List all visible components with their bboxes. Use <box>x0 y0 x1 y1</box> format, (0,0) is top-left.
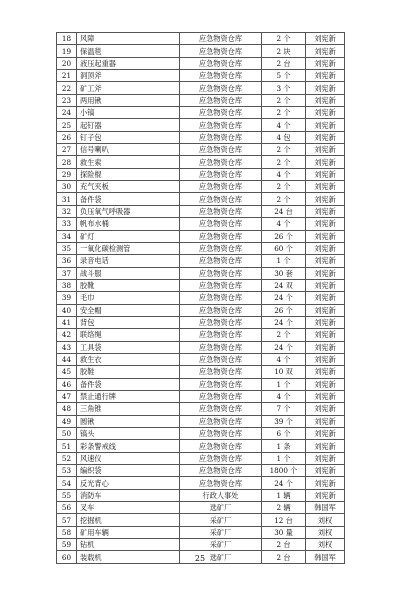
custodian-name: 刘宪新 <box>306 452 345 464</box>
storage-location: 应急物资仓库 <box>180 353 262 365</box>
custodian-name: 刘宪新 <box>306 403 345 415</box>
storage-location: 应急物资仓库 <box>180 242 262 254</box>
custodian-name: 刘宪新 <box>306 255 345 267</box>
row-number: 21 <box>57 70 77 82</box>
item-quantity: 24 台 <box>262 205 306 217</box>
custodian-name: 刘宪新 <box>306 82 345 94</box>
custodian-name: 刘权 <box>306 514 345 526</box>
item-quantity: 4 个 <box>262 218 306 230</box>
storage-location: 应急物资仓库 <box>180 94 262 106</box>
item-name: 一氧化碳检测管 <box>77 242 180 254</box>
item-name: 彩条警戒线 <box>77 440 180 452</box>
table-row <box>57 267 345 279</box>
storage-location: 应急物资仓库 <box>180 193 262 205</box>
custodian-name: 刘宪新 <box>306 465 345 477</box>
row-number: 24 <box>57 107 77 119</box>
table-row <box>57 94 345 106</box>
item-quantity: 24 个 <box>262 477 306 489</box>
table-row <box>57 526 345 538</box>
row-number: 23 <box>57 94 77 106</box>
storage-location: 应急物资仓库 <box>180 144 262 156</box>
item-name: 编织袋 <box>77 465 180 477</box>
storage-location: 应急物资仓库 <box>180 378 262 390</box>
item-name: 液压起重器 <box>77 57 180 69</box>
item-name: 钉子包 <box>77 131 180 143</box>
storage-location: 应急物资仓库 <box>180 131 262 143</box>
table-row <box>57 168 345 180</box>
item-name: 帆布水桶 <box>77 218 180 230</box>
item-name: 矿灯 <box>77 230 180 242</box>
item-name: 胶靴 <box>77 279 180 291</box>
table-row <box>57 304 345 316</box>
item-name: 保温毯 <box>77 45 180 57</box>
table-row <box>57 514 345 526</box>
storage-location: 应急物资仓库 <box>180 33 262 45</box>
item-quantity: 30 量 <box>262 526 306 538</box>
storage-location: 应急物资仓库 <box>180 70 262 82</box>
custodian-name: 刘宪新 <box>306 304 345 316</box>
item-name: 圆锹 <box>77 415 180 427</box>
item-quantity: 24 双 <box>262 279 306 291</box>
custodian-name: 刘宪新 <box>306 440 345 452</box>
item-name: 镐头 <box>77 428 180 440</box>
custodian-name: 刘宪新 <box>306 378 345 390</box>
storage-location: 采矿厂 <box>180 539 262 551</box>
item-name: 备件袋 <box>77 378 180 390</box>
custodian-name: 刘宪新 <box>306 70 345 82</box>
row-number: 59 <box>57 539 77 551</box>
item-quantity: 7 个 <box>262 403 306 415</box>
row-number: 42 <box>57 329 77 341</box>
item-name: 联络绳 <box>77 329 180 341</box>
storage-location: 应急物资仓库 <box>180 366 262 378</box>
storage-location: 应急物资仓库 <box>180 329 262 341</box>
item-quantity: 1 条 <box>262 440 306 452</box>
table-row <box>57 82 345 94</box>
storage-location: 应急物资仓库 <box>180 477 262 489</box>
row-number: 37 <box>57 267 77 279</box>
table-row <box>57 107 345 119</box>
row-number: 45 <box>57 366 77 378</box>
item-quantity: 26 个 <box>262 304 306 316</box>
custodian-name: 刘宪新 <box>306 292 345 304</box>
table-body <box>57 33 345 564</box>
storage-location: 应急物资仓库 <box>180 156 262 168</box>
row-number: 34 <box>57 230 77 242</box>
table-row <box>57 353 345 365</box>
item-name: 风障 <box>77 33 180 45</box>
item-quantity: 24 个 <box>262 316 306 328</box>
inventory-table <box>56 32 345 564</box>
item-quantity: 3 个 <box>262 82 306 94</box>
row-number: 27 <box>57 144 77 156</box>
row-number: 18 <box>57 33 77 45</box>
storage-location: 应急物资仓库 <box>180 452 262 464</box>
custodian-name: 刘宪新 <box>306 366 345 378</box>
item-name: 安全帽 <box>77 304 180 316</box>
item-quantity: 2 辆 <box>262 502 306 514</box>
storage-location: 应急物资仓库 <box>180 428 262 440</box>
custodian-name: 刘宪新 <box>306 33 345 45</box>
item-quantity: 2 个 <box>262 329 306 341</box>
storage-location: 应急物资仓库 <box>180 205 262 217</box>
custodian-name: 刘宪新 <box>306 181 345 193</box>
row-number: 55 <box>57 489 77 501</box>
table-row <box>57 131 345 143</box>
item-quantity: 2 个 <box>262 144 306 156</box>
storage-location: 采矿厂 <box>180 526 262 538</box>
row-number: 60 <box>57 551 77 563</box>
custodian-name: 刘宪新 <box>306 428 345 440</box>
item-quantity: 1 个 <box>262 378 306 390</box>
row-number: 33 <box>57 218 77 230</box>
table-row <box>57 205 345 217</box>
storage-location: 应急物资仓库 <box>180 390 262 402</box>
table-row <box>57 218 345 230</box>
item-quantity: 12 台 <box>262 514 306 526</box>
custodian-name: 韩国军 <box>306 502 345 514</box>
item-quantity: 10 双 <box>262 366 306 378</box>
custodian-name: 刘宪新 <box>306 131 345 143</box>
row-number: 49 <box>57 415 77 427</box>
item-name: 救生索 <box>77 156 180 168</box>
row-number: 36 <box>57 255 77 267</box>
table-row <box>57 255 345 267</box>
item-quantity: 6 个 <box>262 428 306 440</box>
item-quantity: 4 包 <box>262 131 306 143</box>
row-number: 35 <box>57 242 77 254</box>
item-name: 充气夹板 <box>77 181 180 193</box>
table-row <box>57 329 345 341</box>
row-number: 50 <box>57 428 77 440</box>
item-quantity: 2 个 <box>262 107 306 119</box>
custodian-name: 刘宪新 <box>306 390 345 402</box>
custodian-name: 刘宪新 <box>306 156 345 168</box>
row-number: 47 <box>57 390 77 402</box>
item-name: 备件袋 <box>77 193 180 205</box>
item-name: 信号喇叭 <box>77 144 180 156</box>
custodian-name: 刘宪新 <box>306 218 345 230</box>
row-number: 31 <box>57 193 77 205</box>
item-quantity: 4 个 <box>262 119 306 131</box>
storage-location: 应急物资仓库 <box>180 45 262 57</box>
storage-location: 应急物资仓库 <box>180 341 262 353</box>
custodian-name: 刘宪新 <box>306 205 345 217</box>
row-number: 26 <box>57 131 77 143</box>
custodian-name: 刘权 <box>306 539 345 551</box>
storage-location: 应急物资仓库 <box>180 230 262 242</box>
storage-location: 选矿厂 <box>180 502 262 514</box>
row-number: 58 <box>57 526 77 538</box>
item-name: 背包 <box>77 316 180 328</box>
storage-location: 应急物资仓库 <box>180 415 262 427</box>
item-quantity: 4 个 <box>262 168 306 180</box>
storage-location: 应急物资仓库 <box>180 82 262 94</box>
storage-location: 应急物资仓库 <box>180 440 262 452</box>
item-quantity: 1 个 <box>262 255 306 267</box>
item-quantity: 24 个 <box>262 292 306 304</box>
item-quantity: 2 个 <box>262 181 306 193</box>
table-row <box>57 477 345 489</box>
custodian-name: 刘宪新 <box>306 144 345 156</box>
storage-location: 应急物资仓库 <box>180 218 262 230</box>
storage-location: 应急物资仓库 <box>180 107 262 119</box>
row-number: 40 <box>57 304 77 316</box>
item-name: 负压氧气呼吸器 <box>77 205 180 217</box>
item-name: 小镐 <box>77 107 180 119</box>
row-number: 51 <box>57 440 77 452</box>
row-number: 52 <box>57 452 77 464</box>
table-row <box>57 242 345 254</box>
custodian-name: 刘宪新 <box>306 267 345 279</box>
item-name: 两用锹 <box>77 94 180 106</box>
item-quantity: 2 台 <box>262 551 306 563</box>
row-number: 22 <box>57 82 77 94</box>
inventory-table-container <box>56 32 344 564</box>
item-quantity: 26 个 <box>262 230 306 242</box>
table-row <box>57 193 345 205</box>
custodian-name: 刘宪新 <box>306 94 345 106</box>
storage-location: 应急物资仓库 <box>180 57 262 69</box>
item-quantity: 2 个 <box>262 156 306 168</box>
item-name: 反光背心 <box>77 477 180 489</box>
storage-location: 应急物资仓库 <box>180 168 262 180</box>
custodian-name: 刘宪新 <box>306 119 345 131</box>
custodian-name: 刘宪新 <box>306 329 345 341</box>
row-number: 32 <box>57 205 77 217</box>
item-name: 风速仪 <box>77 452 180 464</box>
table-row <box>57 156 345 168</box>
custodian-name: 刘权 <box>306 526 345 538</box>
table-row <box>57 489 345 501</box>
custodian-name: 刘宪新 <box>306 230 345 242</box>
table-row <box>57 366 345 378</box>
table-row <box>57 428 345 440</box>
storage-location: 应急物资仓库 <box>180 316 262 328</box>
row-number: 48 <box>57 403 77 415</box>
storage-location: 应急物资仓库 <box>180 181 262 193</box>
item-quantity: 2 个 <box>262 193 306 205</box>
table-row <box>57 341 345 353</box>
item-quantity: 2 个 <box>262 94 306 106</box>
row-number: 41 <box>57 316 77 328</box>
item-name: 禁止通行牌 <box>77 390 180 402</box>
row-number: 28 <box>57 156 77 168</box>
custodian-name: 刘宪新 <box>306 353 345 365</box>
item-quantity: 2 块 <box>262 45 306 57</box>
item-name: 洞顶斧 <box>77 70 180 82</box>
item-quantity: 5 个 <box>262 70 306 82</box>
item-name: 战斗服 <box>77 267 180 279</box>
storage-location: 应急物资仓库 <box>180 465 262 477</box>
storage-location: 应急物资仓库 <box>180 279 262 291</box>
table-row <box>57 415 345 427</box>
custodian-name: 刘宪新 <box>306 168 345 180</box>
custodian-name: 刘宪新 <box>306 477 345 489</box>
item-name: 钻机 <box>77 539 180 551</box>
custodian-name: 刘宪新 <box>306 489 345 501</box>
row-number: 57 <box>57 514 77 526</box>
row-number: 29 <box>57 168 77 180</box>
custodian-name: 刘宪新 <box>306 341 345 353</box>
item-name: 装载机 <box>77 551 180 563</box>
row-number: 39 <box>57 292 77 304</box>
item-quantity: 4 个 <box>262 390 306 402</box>
item-name: 挖掘机 <box>77 514 180 526</box>
item-name: 叉车 <box>77 502 180 514</box>
table-row <box>57 119 345 131</box>
item-name: 消防车 <box>77 489 180 501</box>
table-row <box>57 539 345 551</box>
custodian-name: 刘宪新 <box>306 107 345 119</box>
item-name: 起钉器 <box>77 119 180 131</box>
row-number: 43 <box>57 341 77 353</box>
custodian-name: 刘宪新 <box>306 415 345 427</box>
custodian-name: 刘宪新 <box>306 193 345 205</box>
table-row <box>57 144 345 156</box>
custodian-name: 刘宪新 <box>306 316 345 328</box>
item-name: 毛巾 <box>77 292 180 304</box>
table-row <box>57 230 345 242</box>
table-row <box>57 33 345 45</box>
item-name: 胶鞋 <box>77 366 180 378</box>
storage-location: 应急物资仓库 <box>180 255 262 267</box>
table-row <box>57 292 345 304</box>
row-number: 54 <box>57 477 77 489</box>
table-row <box>57 279 345 291</box>
storage-location: 应急物资仓库 <box>180 403 262 415</box>
storage-location: 选矿厂 <box>180 551 262 563</box>
item-quantity: 2 台 <box>262 539 306 551</box>
custodian-name: 刘宪新 <box>306 242 345 254</box>
custodian-name: 韩国军 <box>306 551 345 563</box>
item-quantity: 1800 个 <box>262 465 306 477</box>
item-name: 录音电话 <box>77 255 180 267</box>
storage-location: 采矿厂 <box>180 514 262 526</box>
table-row <box>57 465 345 477</box>
item-name: 矿用车辆 <box>77 526 180 538</box>
row-number: 46 <box>57 378 77 390</box>
table-row <box>57 403 345 415</box>
table-row <box>57 316 345 328</box>
table-row <box>57 70 345 82</box>
table-row <box>57 452 345 464</box>
row-number: 44 <box>57 353 77 365</box>
item-quantity: 30 套 <box>262 267 306 279</box>
table-row <box>57 390 345 402</box>
table-row <box>57 57 345 69</box>
table-row <box>57 181 345 193</box>
row-number: 20 <box>57 57 77 69</box>
item-name: 工具袋 <box>77 341 180 353</box>
item-quantity: 1 辆 <box>262 489 306 501</box>
storage-location: 行政人事处 <box>180 489 262 501</box>
table-row <box>57 378 345 390</box>
row-number: 30 <box>57 181 77 193</box>
row-number: 38 <box>57 279 77 291</box>
custodian-name: 刘宪新 <box>306 279 345 291</box>
item-quantity: 24 个 <box>262 341 306 353</box>
storage-location: 应急物资仓库 <box>180 119 262 131</box>
item-quantity: 4 个 <box>262 353 306 365</box>
row-number: 56 <box>57 502 77 514</box>
item-name: 三角锥 <box>77 403 180 415</box>
item-quantity: 60 个 <box>262 242 306 254</box>
custodian-name: 刘宪新 <box>306 45 345 57</box>
item-name: 救生衣 <box>77 353 180 365</box>
item-quantity: 2 个 <box>262 33 306 45</box>
table-row <box>57 45 345 57</box>
item-quantity: 39 个 <box>262 415 306 427</box>
storage-location: 应急物资仓库 <box>180 267 262 279</box>
storage-location: 应急物资仓库 <box>180 304 262 316</box>
row-number: 53 <box>57 465 77 477</box>
item-name: 矿工斧 <box>77 82 180 94</box>
row-number: 25 <box>57 119 77 131</box>
custodian-name: 刘宪新 <box>306 57 345 69</box>
page-number: 25 <box>194 554 206 563</box>
item-name: 探险棍 <box>77 168 180 180</box>
row-number: 19 <box>57 45 77 57</box>
item-quantity: 2 台 <box>262 57 306 69</box>
table-row <box>57 502 345 514</box>
table-row <box>57 440 345 452</box>
item-quantity: 1 个 <box>262 452 306 464</box>
storage-location: 应急物资仓库 <box>180 292 262 304</box>
